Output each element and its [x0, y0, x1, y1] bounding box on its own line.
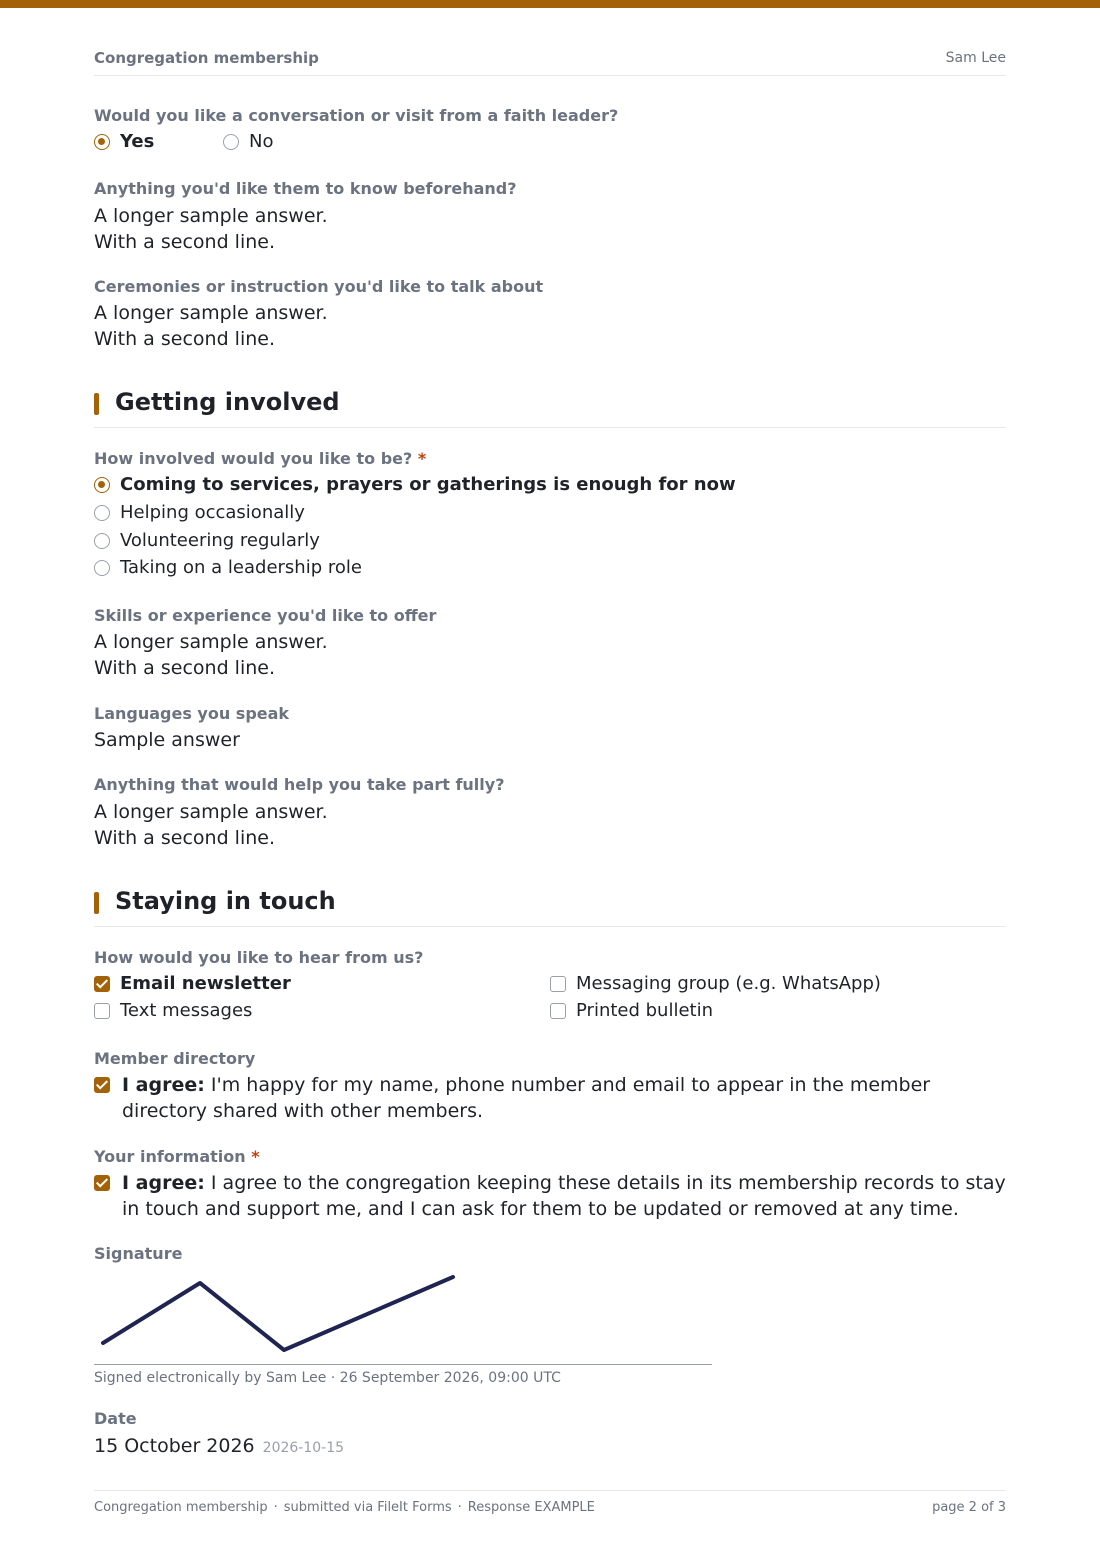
checkbox-checked-icon: [94, 976, 110, 992]
answer-line: A longer sample answer.: [94, 302, 328, 324]
page-header: [94, 48, 1006, 76]
answer-line: With a second line.: [94, 328, 275, 350]
involvement-option-services[interactable]: [94, 472, 1006, 498]
contact-option-text[interactable]: [94, 998, 534, 1024]
section-accent-bar: [94, 892, 99, 914]
page-footer: [94, 1490, 1006, 1520]
checkbox-empty-icon: [550, 976, 566, 992]
radio-empty-icon: [94, 505, 110, 521]
option-label: Messaging group (e.g. WhatsApp): [576, 973, 881, 994]
agree-label: I agree:: [122, 1074, 205, 1096]
section-getting-involved: [94, 388, 1006, 428]
skills-question: Skills or experience you'd like to offer: [94, 606, 437, 625]
signature-drawing: [94, 1268, 712, 1364]
involvement-option-occasionally[interactable]: [94, 500, 1006, 526]
answer-line: A longer sample answer.: [94, 205, 328, 227]
ceremonies-answer: [94, 300, 328, 352]
form-page: [94, 0, 1006, 1556]
required-mark: *: [417, 449, 427, 468]
beforehand-question: Anything you'd like them to know beforehand?: [94, 179, 517, 198]
date-answer: [94, 1433, 344, 1461]
footer-form-name: Congregation membership: [94, 1500, 268, 1515]
visit-option-no[interactable]: [223, 129, 343, 155]
ceremonies-question: Ceremonies or instruction you'd like to talk about: [94, 277, 544, 296]
answer-line: With a second line.: [94, 827, 275, 849]
section-title: Getting involved: [115, 388, 340, 416]
option-label: Volunteering regularly: [120, 530, 320, 551]
directory-question: Member directory: [94, 1049, 256, 1068]
directory-consent[interactable]: [94, 1072, 1006, 1124]
form-title: Congregation membership: [94, 49, 319, 67]
section-accent-bar: [94, 393, 99, 415]
date-value: 15 October 2026: [94, 1435, 255, 1457]
option-label: Helping occasionally: [120, 502, 305, 523]
radio-empty-icon: [94, 533, 110, 549]
footer-submitted: submitted via FileIt Forms: [283, 1500, 452, 1515]
languages-question: Languages you speak: [94, 704, 290, 723]
date-iso: 2026-10-15: [262, 1440, 345, 1456]
date-question: Date: [94, 1409, 137, 1428]
beforehand-answer: [94, 203, 328, 255]
take-part-answer: [94, 799, 328, 851]
section-staying-in-touch: [94, 887, 1006, 927]
signature-stroke: [103, 1277, 453, 1350]
radio-empty-icon: [94, 560, 110, 576]
footer-page-number: page 2 of 3: [932, 1500, 1006, 1515]
consent-body: I'm happy for my name, phone number and email to appear in the member directory shared with other members.: [122, 1074, 931, 1122]
option-label: Printed bulletin: [576, 1000, 714, 1021]
checkbox-checked-icon: [94, 1077, 110, 1093]
contact-question: How would you like to hear from us?: [94, 948, 424, 967]
question-text: How involved would you like to be?: [94, 449, 413, 468]
option-label: Text messages: [120, 1000, 253, 1021]
checkbox-checked-icon: [94, 1175, 110, 1191]
consent-body: I agree to the congregation keeping these details in its membership records to stay in touch and support me, and I can ask for them to be updated or removed at any time.: [122, 1172, 1006, 1220]
signature-line: [94, 1364, 712, 1365]
answer-line: A longer sample answer.: [94, 631, 328, 653]
involvement-option-regularly[interactable]: [94, 528, 1006, 554]
option-label: No: [249, 131, 274, 152]
checkbox-empty-icon: [550, 1003, 566, 1019]
option-label: Coming to services, prayers or gatherings is enough for now: [120, 474, 736, 495]
information-consent[interactable]: [94, 1170, 1006, 1222]
contact-option-printed[interactable]: [550, 998, 990, 1024]
option-label: Email newsletter: [120, 973, 291, 994]
option-label: Yes: [120, 131, 155, 152]
footer-separator: ·: [273, 1500, 278, 1515]
radio-empty-icon: [223, 134, 239, 150]
radio-selected-icon: [94, 134, 110, 150]
signature-caption: Signed electronically by Sam Lee · 26 September 2026, 09:00 UTC: [94, 1370, 561, 1386]
signature-question: Signature: [94, 1244, 183, 1263]
section-title: Staying in touch: [115, 887, 336, 915]
involvement-option-leadership[interactable]: [94, 555, 1006, 581]
user-name: Sam Lee: [945, 50, 1006, 66]
footer-separator: ·: [457, 1500, 462, 1515]
answer-line: With a second line.: [94, 657, 275, 679]
consent-text: [122, 1072, 1006, 1124]
checkbox-empty-icon: [94, 1003, 110, 1019]
consent-text: [122, 1170, 1006, 1222]
question-text: Your information: [94, 1147, 246, 1166]
answer-line: A longer sample answer.: [94, 801, 328, 823]
agree-label: I agree:: [122, 1172, 205, 1194]
involvement-question: [94, 449, 426, 468]
footer-meta: [94, 1500, 595, 1515]
contact-option-messaging[interactable]: [550, 971, 990, 997]
visit-option-yes[interactable]: [94, 129, 214, 155]
visit-question: Would you like a conversation or visit from a faith leader?: [94, 106, 619, 125]
languages-answer: Sample answer: [94, 729, 240, 751]
take-part-question: Anything that would help you take part fully?: [94, 775, 505, 794]
contact-option-email[interactable]: [94, 971, 534, 997]
option-label: Taking on a leadership role: [120, 557, 362, 578]
skills-answer: [94, 629, 328, 681]
required-mark: *: [251, 1147, 260, 1166]
information-question: [94, 1147, 260, 1166]
footer-response: Response EXAMPLE: [467, 1500, 595, 1515]
radio-selected-icon: [94, 477, 110, 493]
answer-line: With a second line.: [94, 231, 275, 253]
